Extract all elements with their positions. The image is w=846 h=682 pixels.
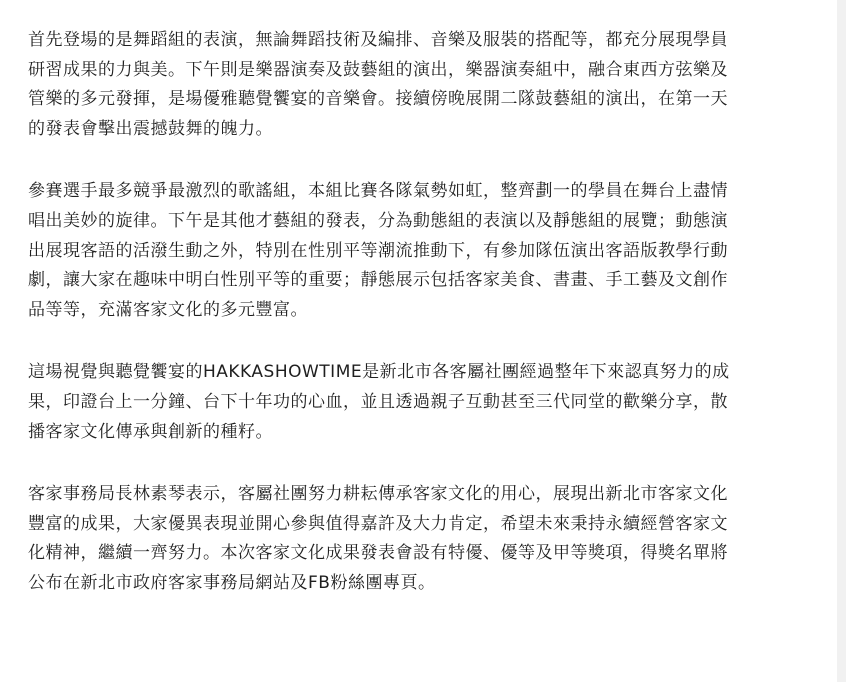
article-body xyxy=(28,26,758,632)
text-line: 參賽選手最多競爭最激烈的歌謠組，本組比賽各隊氣勢如虹，整齊劃一的學員在舞台上盡情 xyxy=(28,181,728,202)
text-line: 果，印證台上一分鐘、台下十年功的心血，並且透過親子互動甚至三代同堂的歡樂分享，散 xyxy=(28,391,728,412)
text-line: 客家事務局長林素琴表示，客屬社團努力耕耘傳承客家文化的用心，展現出新北市客家文化 xyxy=(28,484,728,505)
text-line: 出展現客語的活潑生動之外，特別在性別平等潮流推動下，有參加隊伍演出客語版教學行動 xyxy=(28,240,728,261)
text-line: 豐富的成果，大家優異表現並開心參與值得嘉許及大力肯定，希望未來秉持永續經營客家文 xyxy=(28,513,728,534)
scrollbar[interactable] xyxy=(837,0,846,682)
text-line: 公布在新北市政府客家事務局網站及FB粉絲團專頁。 xyxy=(28,572,436,593)
text-line: 管樂的多元發揮，是場優雅聽覺饗宴的音樂會。接續傍晚展開二隊鼓藝組的演出，在第一天 xyxy=(28,89,728,110)
text-line: 化精神，繼續一齊努力。本次客家文化成果發表會設有特優、優等及甲等獎項，得獎名單將 xyxy=(28,543,728,564)
text-line: 研習成果的力與美。下午則是樂器演奏及鼓藝組的演出，樂器演奏組中，融合東西方弦樂及 xyxy=(28,59,728,80)
text-line: 的發表會擊出震撼鼓舞的魄力。 xyxy=(28,118,273,139)
paragraph-dance xyxy=(28,26,758,144)
text-line: 這場視覺與聽覺饗宴的HAKKASHOWTIME是新北市各客屬社團經過整年下來認真努力的成 xyxy=(28,362,730,383)
text-line: 品等等，充滿客家文化的多元豐富。 xyxy=(28,299,308,320)
text-line: 劇，讓大家在趣味中明白性別平等的重要；靜態展示包括客家美食、書畫、手工藝及文創作 xyxy=(28,270,728,291)
text-line: 播客家文化傳承與創新的種籽。 xyxy=(28,421,273,442)
paragraph-director-statement xyxy=(28,480,758,598)
paragraph-showtime xyxy=(28,358,758,447)
text-line: 唱出美妙的旋律。下午是其他才藝組的發表，分為動態組的表演以及靜態組的展覽；動態演 xyxy=(28,210,728,231)
text-line: 首先登場的是舞蹈組的表演，無論舞蹈技術及編排、音樂及服裝的搭配等，都充分展現學員 xyxy=(28,30,728,50)
paragraph-singing xyxy=(28,177,758,325)
